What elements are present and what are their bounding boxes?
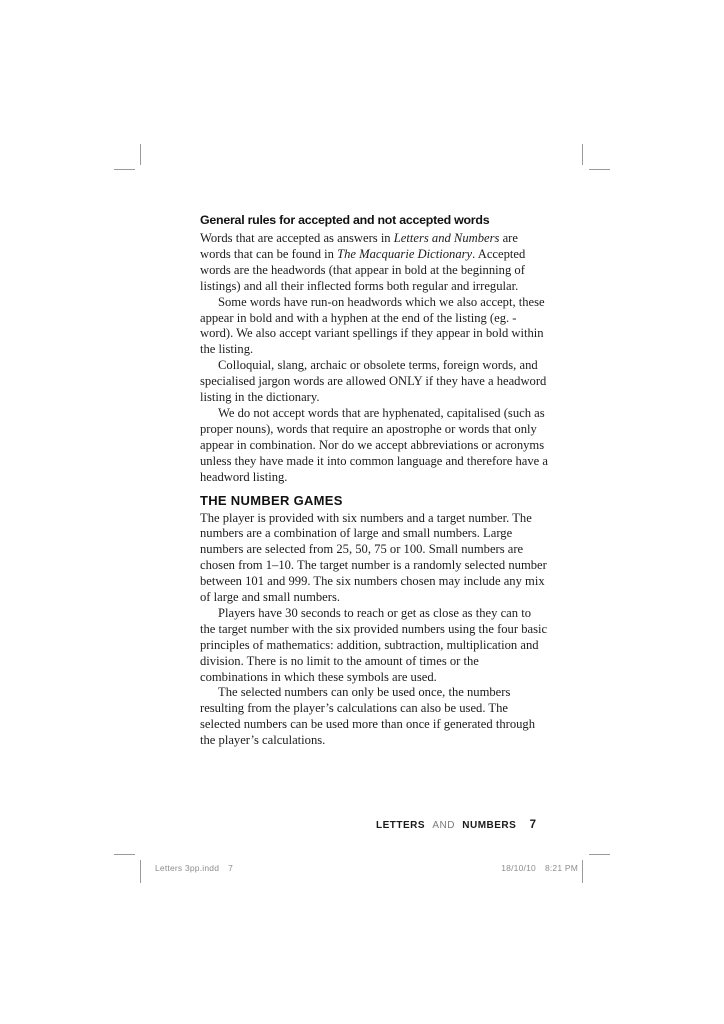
section-heading: General rules for accepted and not accepted words bbox=[200, 213, 490, 227]
text-run: The selected numbers can only be used once, the numbers resulting from the player’s calculations can also be used. The selected numbers can be used more than once if generated through the player’s calculations. bbox=[200, 685, 536, 748]
slug-time: 8:21 PM bbox=[544, 863, 578, 873]
footer-title-word-letters: LETTERS bbox=[376, 820, 426, 831]
text-run: The player is provided with six numbers and a target number. The numbers are a combination of large and small numbers. Large numbers are selected from 25, 50, 75 or 100. Small numbers are chosen from 1–10. The target number is a randomly selected number between 101 and 999. The six numbers chosen may include any mix of large and small numbers. bbox=[200, 510, 547, 605]
text-run: are words that can be found in bbox=[200, 231, 518, 261]
paragraph bbox=[200, 358, 548, 406]
footer-page-number: 7 bbox=[529, 819, 536, 831]
crop-mark-top-left-horizontal bbox=[114, 169, 135, 170]
running-footer bbox=[200, 819, 536, 831]
italic-title-text: Letters and Numbers bbox=[393, 231, 500, 245]
paragraph bbox=[200, 606, 548, 686]
text-run: Some words have run-on headwords which we also accept, these appear in bold and with a hyphen at the end of the listing (eg. -word). We also accept variant spellings if they appear in bold within the listing. bbox=[200, 294, 545, 357]
crop-mark-top-right-vertical bbox=[582, 144, 583, 165]
text-run: Players have 30 seconds to reach or get as close as they can to the target number with the six provided numbers using the four basic principles of mathematics: addition, subtraction, multiplication and division. There is no limit to the amount of times or the combinations in which these symbols are used. bbox=[200, 605, 548, 684]
paragraph bbox=[200, 406, 548, 486]
footer-title-word-numbers: NUMBERS bbox=[462, 820, 517, 831]
crop-mark-bottom-right-vertical bbox=[582, 860, 583, 883]
text-run: . Accepted words are the headwords (that appear in bold at the beginning of listings) and all their inflected forms both regular and irregular. bbox=[200, 246, 526, 293]
paragraph bbox=[200, 511, 548, 606]
crop-mark-bottom-left-horizontal bbox=[114, 854, 135, 855]
print-slug-filename bbox=[155, 863, 233, 873]
crop-mark-bottom-right-horizontal bbox=[589, 854, 610, 855]
body-content bbox=[200, 212, 548, 749]
footer-title-word-and: AND bbox=[432, 820, 455, 831]
slug-file-name: Letters 3pp.indd bbox=[155, 863, 220, 873]
text-run: Colloquial, slang, archaic or obsolete terms, foreign words, and specialised jargon words are allowed ONLY if they have a headword listing in the dictionary. bbox=[200, 358, 547, 405]
paragraph bbox=[200, 295, 548, 359]
text-run: We do not accept words that are hyphenated, capitalised (such as proper nouns), words that require an apostrophe or words that only appear in combination. Nor do we accept abbreviations or acronyms unless they have made it into common language and therefore have a headword listing. bbox=[200, 405, 548, 484]
print-slug-datetime bbox=[501, 863, 578, 873]
paragraph bbox=[200, 685, 548, 749]
italic-title-text: The Macquarie Dictionary bbox=[337, 246, 473, 261]
text-run: Words that are accepted as answers in bbox=[200, 231, 394, 245]
section-heading: THE NUMBER GAMES bbox=[200, 492, 343, 508]
crop-mark-top-right-horizontal bbox=[589, 169, 610, 170]
crop-mark-top-left-vertical bbox=[140, 144, 141, 165]
slug-page-number: 7 bbox=[228, 863, 234, 873]
slug-date: 18/10/10 bbox=[501, 863, 536, 873]
paragraph bbox=[200, 231, 548, 295]
crop-mark-bottom-left-vertical bbox=[140, 860, 141, 883]
